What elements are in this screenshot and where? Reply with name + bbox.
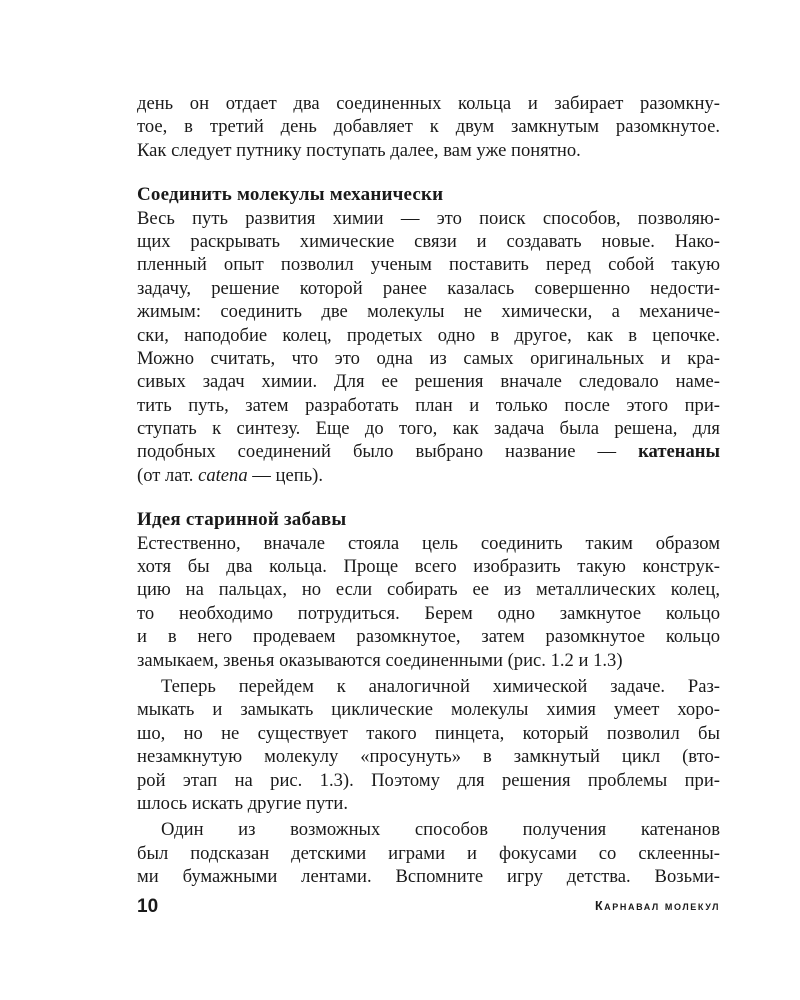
spacer — [137, 162, 720, 183]
text-line — [137, 440, 720, 463]
text-line: день он отдает два соединенных кольца и забирает разомкну- — [137, 93, 720, 114]
section1-paragraph — [137, 207, 720, 488]
section-heading: Идея старинной забавы — [137, 509, 347, 531]
text-line: был подсказан детскими играми и фокусами со склеенны- — [137, 842, 720, 864]
text-line: шлось искать другие пути. — [137, 792, 348, 814]
text-line: ступать к синтезу. Еще до того, как задача была решена, для — [137, 418, 720, 440]
text-line — [137, 464, 720, 487]
text-line: Теперь перейдем к аналогичной химической задаче. Раз- — [161, 675, 720, 697]
text-line: незамкнутую молекулу «просунуть» в замкнутый цикл (вто- — [137, 746, 720, 768]
text-line: хотя бы два кольца. Проще всего изобразить такую конструк- — [137, 556, 720, 578]
text-line: рой этап на рис. 1.3). Поэтому для решения проблемы при- — [137, 769, 720, 791]
section2-paragraph-2 — [137, 675, 720, 815]
page-body — [137, 92, 720, 889]
text-line: Можно считать, что это одна из самых оригинальных и кра- — [137, 347, 720, 369]
text-line: тить путь, затем разработать план и только после этого при- — [137, 394, 720, 416]
text-line: Естественно, вначале стояла цель соединить таким образом — [137, 532, 720, 554]
text-line: задачу, решение которой ранее казалась совершенно недости- — [137, 277, 720, 299]
text-line: замыкаем, звенья оказываются соединенными (рис. 1.2 и 1.3) — [137, 649, 623, 671]
text-line: цию на пальцах, но если собирать ее из металлических колец, — [137, 579, 720, 601]
text-line: Весь путь развития химии — это поиск способов, позволяю- — [137, 207, 720, 229]
text-line: жимым: соединить две молекулы не химически, а механиче- — [137, 301, 720, 323]
section2-paragraph-3 — [137, 818, 720, 888]
intro-paragraph — [137, 92, 720, 162]
text-line: мыкать и замыкать циклические молекулы химия умеет хоро- — [137, 699, 720, 721]
text-line: и в него продеваем разомкнутое, затем разомкнутое кольцо — [137, 626, 720, 648]
latin-term: catena — [198, 464, 248, 486]
text-line: то необходимо потрудиться. Берем одно замкнутое кольцо — [137, 602, 720, 624]
text-line: щих раскрывать химические связи и создавать новые. Нако- — [137, 230, 720, 252]
text-line: ми бумажными лентами. Вспомните игру детства. Возьми- — [137, 866, 720, 888]
text-line: шо, но не существует такого пинцета, который позволил бы — [137, 722, 720, 744]
section2-paragraph-1 — [137, 532, 720, 672]
text-line: тое, в третий день добавляет к двум замкнутым разомкнутое. — [137, 116, 720, 138]
text-line: Как следует путнику поступать далее, вам уже понятно. — [137, 139, 581, 161]
page-footer — [137, 896, 720, 920]
spacer — [137, 487, 720, 508]
text-span: подобных соединений было выбрано название — — [137, 441, 639, 463]
text-line: Один из возможных способов получения катенанов — [161, 819, 720, 841]
text-span: (от лат. — [137, 464, 199, 486]
section-heading: Соединить молекулы механически — [137, 184, 444, 206]
bold-term: катенаны — [638, 441, 720, 463]
text-line: ски, наподобие колец, продетых одно в другое, как в цепочке. — [137, 324, 720, 346]
text-line: пленный опыт позволил ученым поставить перед собой такую — [137, 254, 720, 276]
text-line: сивых задач химии. Для ее решения вначале следовало наме- — [137, 371, 720, 393]
text-span: — цепь). — [247, 464, 324, 486]
running-title: Карнавал молекул — [594, 899, 720, 913]
page-number: 10 — [137, 896, 159, 917]
